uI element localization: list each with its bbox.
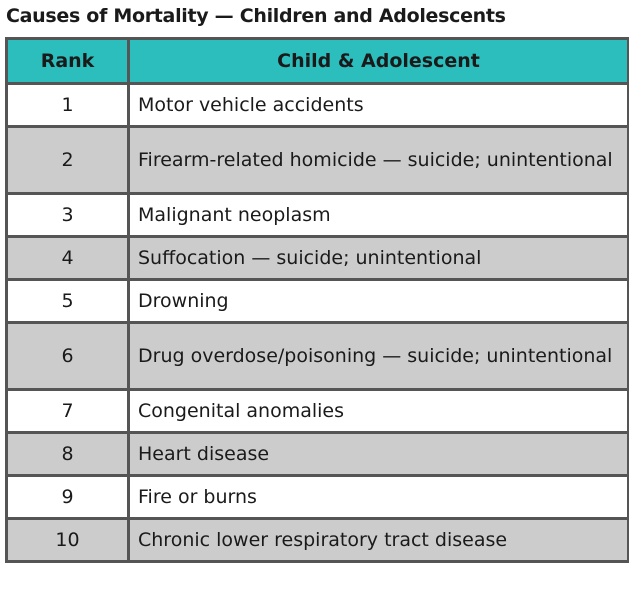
table-row xyxy=(7,323,629,390)
rank-cell: 5 xyxy=(7,280,129,323)
table-row xyxy=(7,476,629,519)
mortality-table xyxy=(5,37,629,563)
rank-cell: 8 xyxy=(7,433,129,476)
rank-cell: 7 xyxy=(7,390,129,433)
rank-cell: 6 xyxy=(7,323,129,390)
rank-cell: 1 xyxy=(7,84,129,127)
table-row xyxy=(7,433,629,476)
page-title: Causes of Mortality — Children and Adolescents xyxy=(6,5,506,27)
column-header-cause: Child & Adolescent xyxy=(129,39,629,84)
cause-cell: Motor vehicle accidents xyxy=(129,84,629,127)
table-row xyxy=(7,519,629,562)
table-row xyxy=(7,84,629,127)
table-row xyxy=(7,127,629,194)
table-header-row xyxy=(7,39,629,84)
table-row xyxy=(7,194,629,237)
table-row xyxy=(7,280,629,323)
rank-cell: 4 xyxy=(7,237,129,280)
cause-cell: Heart disease xyxy=(129,433,629,476)
rank-cell: 9 xyxy=(7,476,129,519)
cause-cell: Firearm-related homicide — suicide; unintentional xyxy=(129,127,629,194)
table-row xyxy=(7,237,629,280)
column-header-rank: Rank xyxy=(7,39,129,84)
cause-cell: Fire or burns xyxy=(129,476,629,519)
cause-cell: Suffocation — suicide; unintentional xyxy=(129,237,629,280)
rank-cell: 10 xyxy=(7,519,129,562)
cause-cell: Drowning xyxy=(129,280,629,323)
rank-cell: 2 xyxy=(7,127,129,194)
cause-cell: Malignant neoplasm xyxy=(129,194,629,237)
rank-cell: 3 xyxy=(7,194,129,237)
table-row xyxy=(7,390,629,433)
cause-cell: Congenital anomalies xyxy=(129,390,629,433)
cause-cell: Chronic lower respiratory tract disease xyxy=(129,519,629,562)
cause-cell: Drug overdose/poisoning — suicide; unintentional xyxy=(129,323,629,390)
